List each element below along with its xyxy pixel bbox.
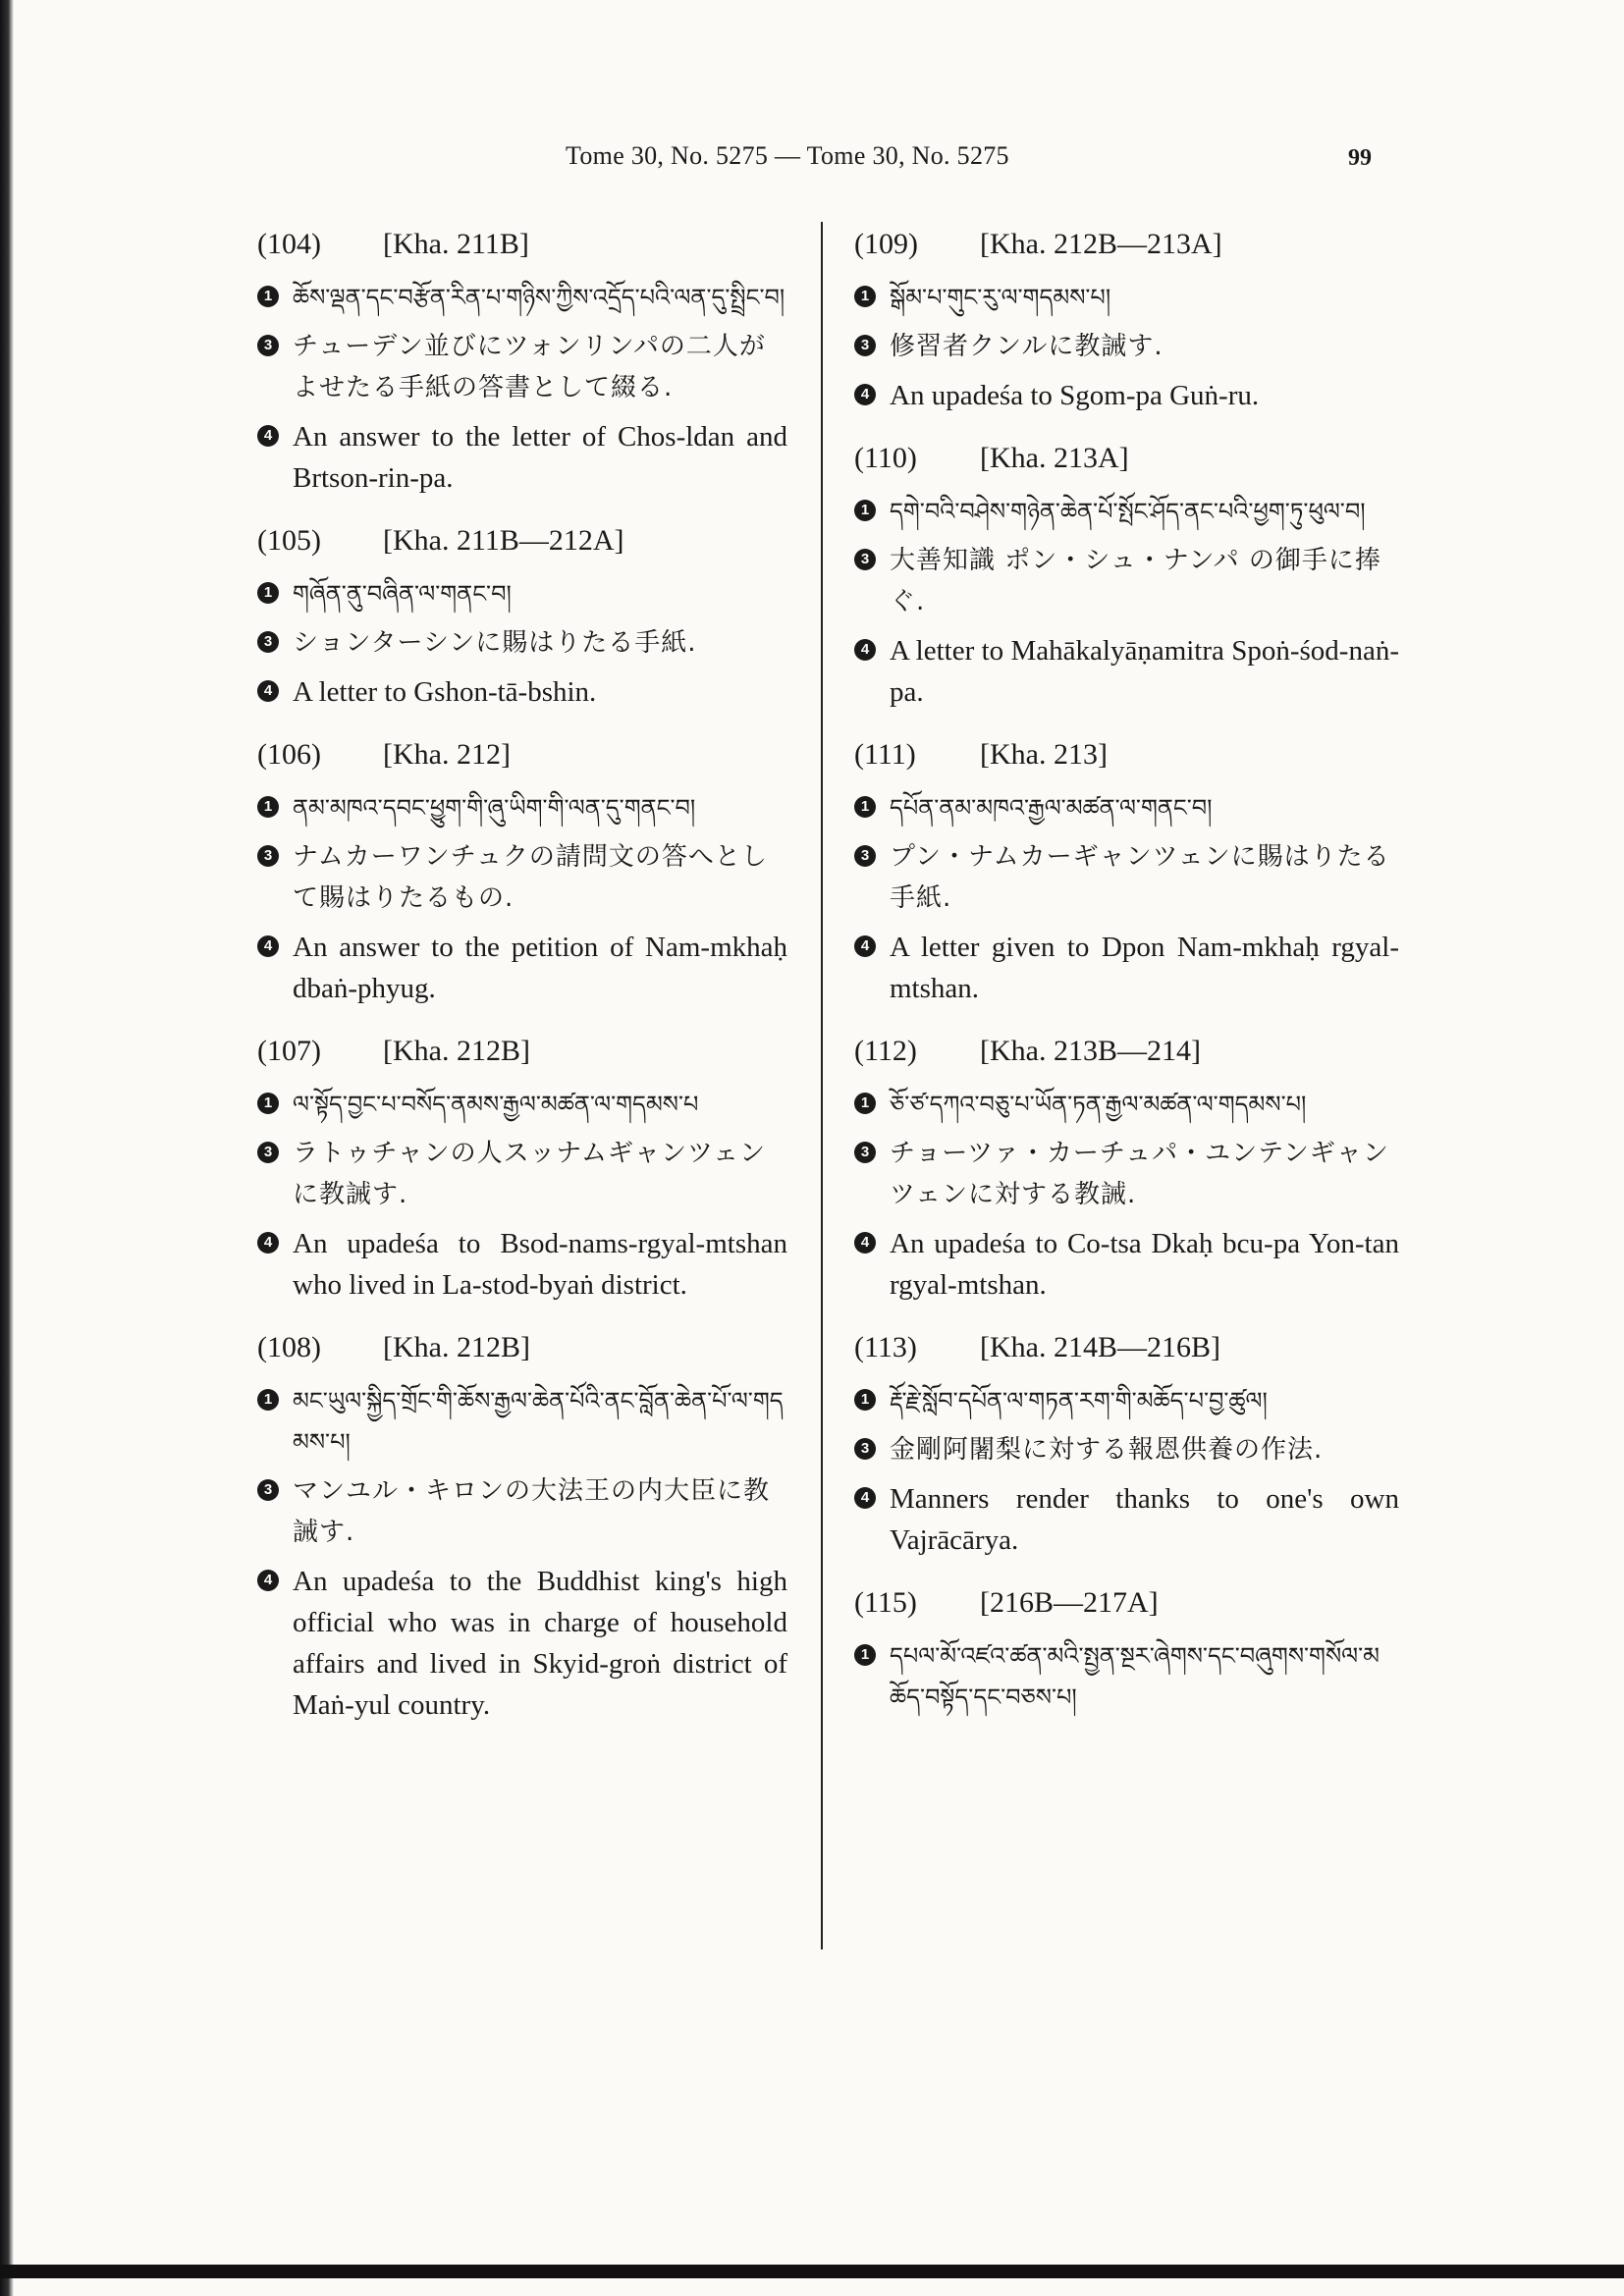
right-column	[854, 228, 1399, 1743]
circled-1-icon: 1	[257, 1389, 279, 1411]
circled-1-icon: 1	[854, 500, 876, 521]
entry-number: (104)	[257, 228, 321, 260]
left-column	[257, 228, 787, 1751]
circled-3-icon: 3	[854, 845, 876, 867]
japanese-translation-line	[257, 836, 787, 919]
tibetan-title-line	[854, 491, 1399, 532]
entry-reference: [Kha. 213]	[980, 738, 1108, 771]
tibetan-title: ཅོ་ཙ་དཀའ་བཅུ་པ་ཡོན་ཏན་རྒྱལ་མཚན་ལ་གདམས་པ།	[890, 1091, 1307, 1118]
english-translation-line	[257, 1223, 787, 1306]
tibetan-title-line	[854, 277, 1399, 318]
english-translation-line	[854, 1223, 1399, 1306]
circled-3-icon: 3	[854, 549, 876, 570]
entry-reference: [Kha. 212B]	[383, 1331, 530, 1363]
japanese-translation-line	[854, 1133, 1399, 1215]
entry-reference: [Kha. 213B—214]	[980, 1035, 1201, 1067]
circled-1-icon: 1	[854, 796, 876, 818]
circled-1-icon: 1	[854, 1093, 876, 1114]
tibetan-title: དཔོན་ནམ་མཁའ་རྒྱལ་མཚན་ལ་གནང་བ།	[890, 794, 1213, 822]
circled-3-icon: 3	[257, 845, 279, 867]
japanese-translation: ラトゥチャンの人スッナムギャンツェンに教誡す.	[293, 1139, 766, 1209]
japanese-translation: 金剛阿闍梨に対する報恩供養の作法.	[890, 1435, 1324, 1465]
circled-1-icon: 1	[854, 286, 876, 307]
circled-4-icon: 4	[257, 680, 279, 702]
english-translation-line	[854, 375, 1399, 416]
tibetan-title-line	[854, 1380, 1399, 1421]
entry-heading	[854, 228, 1399, 261]
entry-number: (108)	[257, 1331, 321, 1363]
tibetan-title-line	[257, 573, 787, 614]
english-translation-line	[257, 416, 787, 499]
english-translation: A letter to Gshon-tā-bshin.	[293, 676, 597, 708]
english-translation-line	[854, 1478, 1399, 1561]
tibetan-title: སྒོམ་པ་གུང་རུ་ལ་གདམས་པ།	[890, 284, 1111, 311]
circled-3-icon: 3	[257, 631, 279, 653]
japanese-translation-line	[257, 1470, 787, 1553]
entry-109	[854, 228, 1399, 416]
entry-heading	[257, 228, 787, 261]
tibetan-title-line	[854, 1084, 1399, 1125]
entry-111	[854, 738, 1399, 1009]
tibetan-title-line	[257, 1380, 787, 1463]
entry-heading	[257, 1035, 787, 1068]
english-translation: An upadeśa to Co-tsa Dkaḥ bcu-pa Yon-tan rgyal-mtshan.	[890, 1228, 1399, 1301]
circled-1-icon: 1	[854, 1644, 876, 1666]
circled-4-icon: 4	[854, 1232, 876, 1254]
circled-3-icon: 3	[854, 1438, 876, 1460]
entry-number: (107)	[257, 1035, 321, 1067]
circled-3-icon: 3	[257, 1479, 279, 1501]
circled-1-icon: 1	[257, 1093, 279, 1114]
entry-reference: [Kha. 212]	[383, 738, 511, 771]
circled-4-icon: 4	[257, 1232, 279, 1254]
entry-110	[854, 442, 1399, 713]
japanese-translation-line	[854, 540, 1399, 622]
page-number: 99	[1348, 145, 1372, 171]
japanese-translation: ションターシンに賜はりたる手紙.	[293, 628, 697, 658]
entry-reference: [Kha. 211B]	[383, 228, 529, 260]
english-translation-line	[257, 1561, 787, 1726]
entry-reference: [Kha. 212B]	[383, 1035, 530, 1067]
page-bottom-edge	[0, 2265, 1624, 2278]
entry-number: (113)	[854, 1331, 917, 1363]
english-translation: A letter to Mahākalyāṇamitra Spoṅ-śod-naṅ-pa.	[890, 635, 1399, 708]
circled-3-icon: 3	[854, 335, 876, 356]
circled-1-icon: 1	[257, 286, 279, 307]
running-head: Tome 30, No. 5275 — Tome 30, No. 5275	[566, 141, 1009, 170]
column-divider	[821, 222, 823, 1949]
circled-4-icon: 4	[854, 639, 876, 661]
entry-number: (109)	[854, 228, 918, 260]
entry-reference: [Kha. 214B—216B]	[980, 1331, 1220, 1363]
entry-number: (106)	[257, 738, 321, 771]
entry-reference: [Kha. 211B—212A]	[383, 524, 624, 557]
entry-112	[854, 1035, 1399, 1306]
english-translation: An upadeśa to Sgom-pa Guṅ-ru.	[890, 380, 1260, 411]
tibetan-title-line	[854, 1635, 1399, 1718]
entry-number: (111)	[854, 738, 916, 771]
japanese-translation: ナムカーワンチュクの請問文の答へとして賜はりたるもの.	[293, 842, 768, 913]
japanese-translation-line	[257, 326, 787, 408]
japanese-translation: 修習者クンルに教誡す.	[890, 332, 1164, 361]
english-translation: An answer to the petition of Nam-mkhaḥ dbaṅ-phyug.	[293, 932, 787, 1004]
entry-104	[257, 228, 787, 499]
japanese-translation: プン・ナムカーギャンツェンに賜はりたる手紙.	[890, 842, 1390, 913]
english-translation: Manners render thanks to one's own Vajrācārya.	[890, 1483, 1399, 1556]
japanese-translation: マンユル・キロンの大法王の内大臣に教誡す.	[293, 1476, 771, 1547]
entry-heading	[257, 738, 787, 772]
entry-heading	[854, 1331, 1399, 1364]
english-translation-line	[854, 630, 1399, 713]
entry-108	[257, 1331, 787, 1726]
japanese-translation-line	[854, 326, 1399, 367]
english-translation-line	[257, 671, 787, 713]
circled-4-icon: 4	[257, 425, 279, 447]
english-translation-line	[854, 927, 1399, 1009]
entry-reference: [216B—217A]	[980, 1586, 1159, 1619]
japanese-translation-line	[854, 1429, 1399, 1470]
tibetan-title: གཞོན་ནུ་བཞིན་ལ་གནང་བ།	[293, 580, 512, 608]
tibetan-title-line	[854, 787, 1399, 828]
japanese-translation-line	[854, 836, 1399, 919]
entry-heading	[257, 1331, 787, 1364]
japanese-translation: チョーツァ・カーチュパ・ユンテンギャンツェンに対する教誡.	[890, 1139, 1389, 1209]
entry-reference: [Kha. 212B—213A]	[980, 228, 1222, 260]
circled-1-icon: 1	[257, 582, 279, 604]
entry-106	[257, 738, 787, 1009]
entry-heading	[854, 1035, 1399, 1068]
circled-4-icon: 4	[854, 1487, 876, 1509]
entry-heading	[257, 524, 787, 558]
tibetan-title: དགེ་བའི་བཤེས་གཉེན་ཆེན་པོ་སྤོང་ཤོད་ནང་པའི་ཕྱག་ཏུ་ཕུལ་བ།	[890, 498, 1366, 525]
tibetan-title: དཔལ་མོ་འཛའ་ཚན་མའི་སྤྱན་སྔར་ཞེགས་དང་བཞུགས་གསོལ་མཆོད་བསྟོད་དང་བཅས་པ།	[890, 1642, 1380, 1711]
japanese-translation: チューデン並びにツォンリンパの二人がよせたる手紙の答書として綴る.	[293, 332, 766, 402]
japanese-translation-line	[257, 1133, 787, 1215]
entry-heading	[854, 738, 1399, 772]
tibetan-title: རྡོ་རྗེ་སློབ་དཔོན་ལ་གཏན་རག་གི་མཆོད་པ་བྱ་ཚུལ།	[890, 1387, 1268, 1415]
tibetan-title-line	[257, 1084, 787, 1125]
entry-113	[854, 1331, 1399, 1561]
tibetan-title-line	[257, 787, 787, 828]
circled-1-icon: 1	[854, 1389, 876, 1411]
page-spine-shadow	[0, 0, 14, 2296]
english-translation: An upadeśa to the Buddhist king's high official who was in charge of household affairs and lived in Skyid-groṅ district of Maṅ-yul country.	[293, 1566, 787, 1721]
circled-4-icon: 4	[257, 1570, 279, 1591]
english-translation-line	[257, 927, 787, 1009]
entry-number: (110)	[854, 442, 917, 474]
tibetan-title: ནམ་མཁའ་དབང་ཕྱུག་གི་ཞུ་ཡིག་གི་ལན་དུ་གནང་བ།	[293, 794, 696, 822]
entry-107	[257, 1035, 787, 1306]
entry-heading	[854, 1586, 1399, 1620]
circled-4-icon: 4	[257, 935, 279, 957]
circled-4-icon: 4	[854, 384, 876, 405]
entry-105	[257, 524, 787, 713]
circled-4-icon: 4	[854, 935, 876, 957]
english-translation: An answer to the letter of Chos-ldan and Brtson-rin-pa.	[293, 421, 787, 494]
japanese-translation-line	[257, 622, 787, 664]
entry-reference: [Kha. 213A]	[980, 442, 1129, 474]
tibetan-title: ཆོས་ལྡན་དང་བརྩོན་རིན་པ་གཉིས་ཀྱིས་འདྲོད་པའི་ལན་དུ་སྤྲིང་བ།	[293, 284, 785, 311]
tibetan-title: ལ་སྟོད་བྱང་པ་བསོད་ནམས་རྒྱལ་མཚན་ལ་གདམས་པ	[293, 1091, 699, 1118]
circled-3-icon: 3	[257, 335, 279, 356]
circled-3-icon: 3	[854, 1142, 876, 1163]
tibetan-title-line	[257, 277, 787, 318]
circled-3-icon: 3	[257, 1142, 279, 1163]
entry-number: (112)	[854, 1035, 917, 1067]
japanese-translation: 大善知識 ポン・シュ・ナンパ の御手に捧ぐ.	[890, 546, 1381, 616]
entry-number: (115)	[854, 1586, 917, 1619]
entry-number: (105)	[257, 524, 321, 557]
english-translation: A letter given to Dpon Nam-mkhaḥ rgyal-mtshan.	[890, 932, 1399, 1004]
english-translation: An upadeśa to Bsod-nams-rgyal-mtshan who lived in La-stod-byaṅ district.	[293, 1228, 787, 1301]
entry-heading	[854, 442, 1399, 475]
tibetan-title: མང་ཡུལ་སྐྱིད་གྲོང་གི་ཆོས་རྒྱལ་ཆེན་པོའི་ནང་བློན་ཆེན་པོ་ལ་གདམས་པ།	[293, 1387, 784, 1456]
circled-1-icon: 1	[257, 796, 279, 818]
entry-115	[854, 1586, 1399, 1718]
